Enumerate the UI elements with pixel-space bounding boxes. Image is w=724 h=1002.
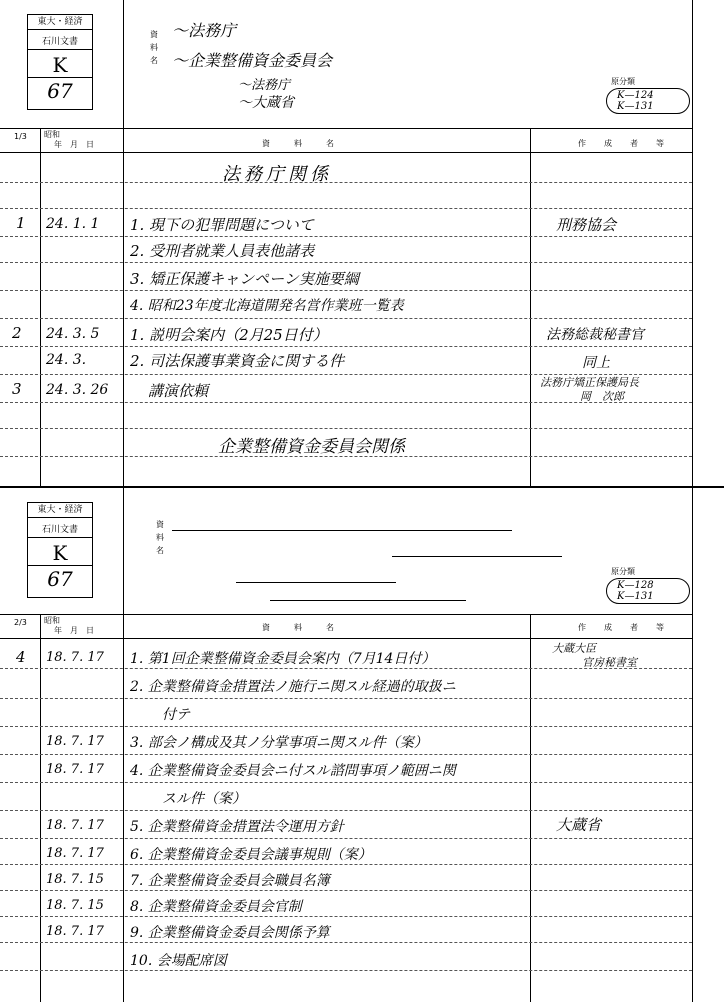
- classification-label: 原分類: [611, 77, 635, 86]
- material-line-3: ～法務庁: [238, 78, 291, 93]
- section-title-2: 企業整備資金委員会関係: [218, 437, 405, 457]
- archive-label-box-2: [27, 502, 93, 598]
- material-line-1: ～法務庁: [172, 21, 237, 40]
- archive-label-box: [27, 14, 93, 110]
- classification-badge: K—124 K—131: [606, 88, 690, 114]
- classification-badge: K—128 K—131: [606, 578, 690, 604]
- archive-label-line1: 東大・経済: [28, 15, 92, 30]
- archive-code: K: [28, 53, 92, 78]
- archive-label-line2: 石川文書: [28, 35, 92, 50]
- section-title: 法務庁関係: [222, 164, 332, 185]
- classification-label: 原分類: [611, 567, 635, 576]
- date-header: 昭和 年 月 日: [44, 616, 94, 635]
- material-label: 資 料 名: [150, 30, 158, 65]
- date-header: 昭和 年 月 日: [44, 130, 94, 149]
- material-label: 資 料 名: [156, 520, 164, 555]
- archive-code: K: [28, 541, 92, 566]
- material-header: 資 料 名: [262, 623, 342, 632]
- page-number: 2/3: [14, 618, 27, 627]
- archive-label-line1: 東大・経済: [28, 503, 92, 518]
- page-number: 1/3: [14, 132, 27, 141]
- material-line-2: ～企業整備資金委員会: [172, 51, 333, 70]
- material-line-4: ～大蔵省: [238, 95, 294, 111]
- author-header: 作 成 者 等: [578, 139, 669, 148]
- archive-number: 67: [47, 567, 73, 591]
- material-header: 資 料 名: [262, 139, 342, 148]
- archive-number: 67: [47, 79, 73, 103]
- author-header: 作 成 者 等: [578, 623, 669, 632]
- archive-label-line2: 石川文書: [28, 523, 92, 538]
